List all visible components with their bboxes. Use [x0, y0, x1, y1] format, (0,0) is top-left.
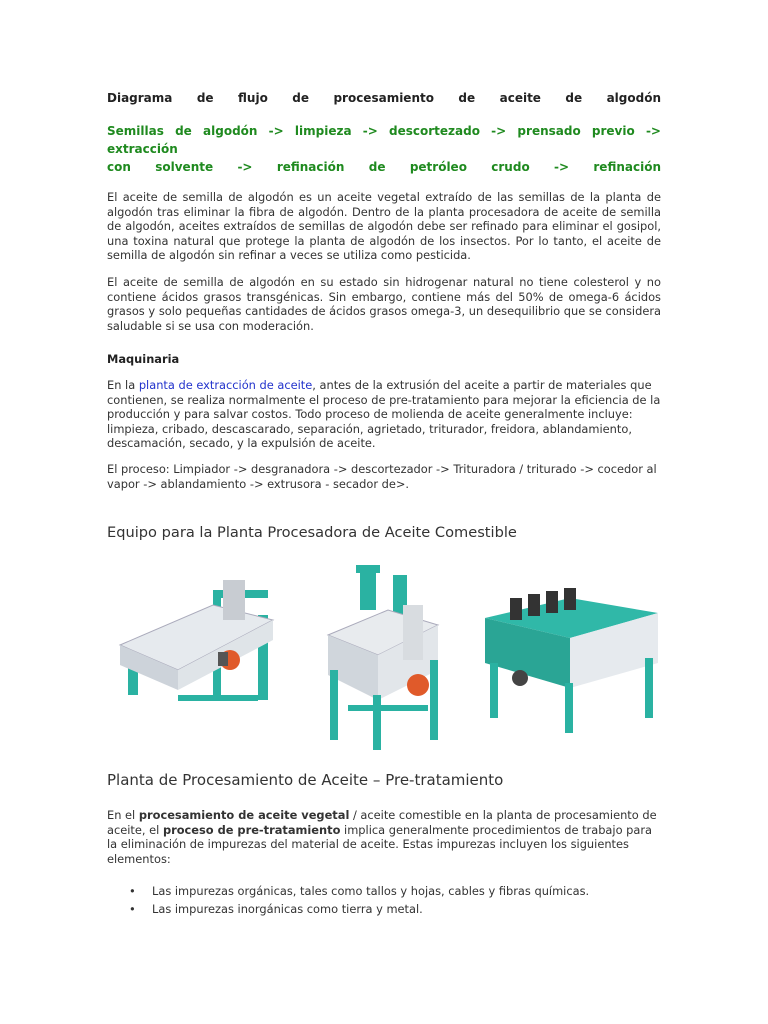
process-flow-summary [107, 122, 661, 176]
text-fragment: , antes de la extrusión del aceite a partir de materiales que contienen, se realiza normalmente el proceso de pre-tratamiento para mejorar la eficiencia de la producción y para salvar costos. Todo proceso de molienda de aceite generalmente incluye: limpieza, cribado, descascarado, separación, agrietado, triturador, freidora, ablandamiento, descamación, secado, y la expulsión de aceite. [107, 378, 661, 451]
intro-paragraph: El aceite de semilla de algodón es un aceite vegetal extraído de las semillas de la planta de algodón tras eliminar la fibra de algodón. Dentro de la planta procesadora de aceite de semilla de algodón, aceites extraídos de semillas de algodón debe ser refinado para eliminar el gosipol, una toxina natural que protege la planta de algodón de los insectos. Por lo tanto, el aceite de semilla de algodón sin refinar a veces se utiliza como pesticida. [107, 190, 661, 263]
list-item [107, 900, 667, 918]
text-fragment: En el [107, 808, 139, 822]
bullet-icon: • [129, 884, 136, 898]
vibrating-screen-machine-image [480, 578, 660, 738]
list-item-text: Las impurezas inorgánicas como tierra y metal. [152, 902, 423, 916]
equipment-heading: Equipo para la Planta Procesadora de Aceite Comestible [107, 524, 517, 541]
section-subheading: Maquinaria [107, 352, 180, 366]
destoner-machine-image [318, 560, 458, 750]
pretreatment-paragraph [107, 808, 661, 866]
cleaning-sieve-machine-image [118, 560, 278, 710]
pretreatment-heading: Planta de Procesamiento de Aceite – Pre-tratamiento [107, 771, 504, 789]
page-title: Diagrama de flujo de procesamiento de aceite de algodón [107, 91, 661, 105]
nutrition-paragraph: El aceite de semilla de algodón en su estado sin hidrogenar natural no tiene colesterol y no contiene ácidos grasos transgénicas. Sin embargo, contiene más del 50% de omega-6 ácidos grasos y solo pequeñas cantidades de ácidos grasos omega-3, un desequilibrio que se considera saludable si se usa con moderación. [107, 275, 661, 333]
bold-term: procesamiento de aceite vegetal [138, 808, 350, 822]
machinery-paragraph [107, 378, 661, 451]
text-fragment: / aceite comestible en la planta de procesamiento de aceite, el [107, 808, 657, 837]
bullet-icon: • [129, 902, 136, 916]
flow-line-2: con solvente -> refinación de petróleo crudo -> refinación [107, 160, 661, 174]
list-item-text: Las impurezas orgánicas, tales como tallos y hojas, cables y fibras químicas. [152, 884, 590, 898]
impurities-list [107, 882, 667, 918]
text-fragment: implica generalmente procedimientos de trabajo para la eliminación de impurezas del material de aceite. Estas impurezas incluyen los siguientes elementos: [107, 822, 653, 866]
list-item [107, 882, 667, 900]
process-paragraph: El proceso: Limpiador -> desgranadora -> descortezador -> Trituradora / triturado -> cocedor al vapor -> ablandamiento -> extrusora - secador de>. [107, 462, 657, 491]
extraction-plant-link[interactable]: planta de extracción de aceite [138, 378, 313, 392]
bold-term: proceso de pre-tratamiento [162, 822, 341, 837]
flow-line-1: Semillas de algodón -> limpieza -> descortezado -> prensado previo -> extracción [107, 124, 661, 156]
text-fragment: En la [107, 378, 139, 392]
